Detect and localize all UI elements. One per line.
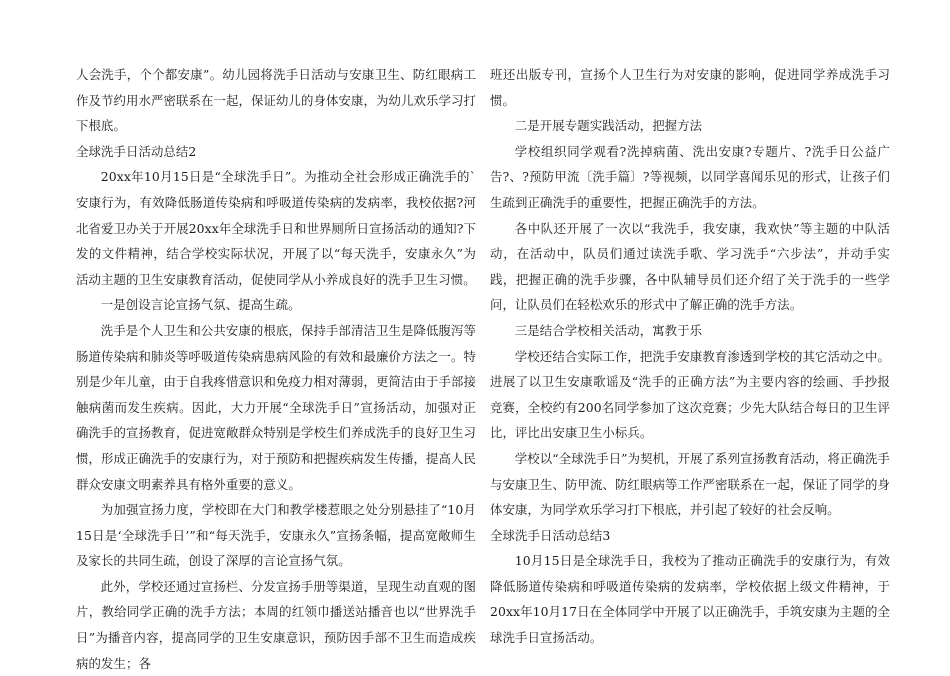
section-heading: 全球洗手日活动总结3 xyxy=(490,527,611,543)
paragraph: 为加强宣扬力度，学校即在大门和教学楼惹眼之处分别悬挂了“10月15日是‘全球洗手日’”和“每天洗手，安康永久”宣扬条幅，提高宽敞师生及家长的共同生疏，创设了深厚的言论宣扬气氛。 xyxy=(76,502,476,569)
subheading: 三是结合学校相关活动，寓教于乐 xyxy=(514,322,703,338)
section-heading: 全球洗手日活动总结2 xyxy=(76,143,197,159)
paragraph: 各中队还开展了一次以“我洗手，我安康，我欢快”等主题的中队活动，在活动中，队员们通过读洗手歌、学习洗手“六步法”，并动手实践，把握正确的洗手步骤，各中队辅导员们还介绍了关于洗手的一些学问，让队员们在轻松欢乐的形式中了解正确的洗手方法。 xyxy=(490,220,890,313)
subheading: 一是创设言论宣扬气氛、提高生疏。 xyxy=(100,297,301,313)
paragraph: 洗手是个人卫生和公共安康的根底，保持手部清洁卫生是降低腹泻等肠道传染病和肺炎等呼吸道传染病患病风险的有效和最廉价方法之一。特别是少年儿童，由于自我疼惜意识和免疫力相对薄弱，更简洁由于手部接触病菌而发生疾病。因此，大力开展“全球洗手日”宣扬活动，加强对正确洗手的宣扬教育，促进宽敞群众特别是学校生们养成洗手的良好卫生习惯，形成正确洗手的安康行为，对于预防和把握疾病发生传播，提高人民群众安康文明素养具有格外重要的意义。 xyxy=(76,322,476,492)
paragraph: 人会洗手，个个都安康”。幼儿园将洗手日活动与安康卫生、防红眼病工作及节约用水严密联系在一起，保证幼儿的身体安康，为幼儿欢乐学习打下根底。 xyxy=(76,67,476,134)
paragraph: 10月15日是全球洗手日，我校为了推动正确洗手的安康行为，有效降低肠道传染病和呼吸道传染病的发病率，学校依据上级文件精神，于20xx年10月17日在全体同学中开展了以正确洗手，手筑安康为主题的全球洗手日宣扬活动。 xyxy=(490,553,890,646)
right-column xyxy=(490,62,890,651)
paragraph: 学校还结合实际工作，把洗手安康教育渗透到学校的其它活动之中。进展了以卫生安康歌谣及“洗手的正确方法”为主要内容的绘画、手抄报竞赛，全校约有200名同学参加了这次竞赛；少先大队结合每日的卫生评比，评比出安康卫生小标兵。 xyxy=(490,348,890,441)
paragraph: 20xx年10月15日是“全球洗手日”。为推动全社会形成正确洗手的`安康行为，有效降低肠道传染病和呼吸道传染病的发病率，我校依据?河北省爱卫办关于开展20xx年全球洗手日和世界厕所日宣扬活动的通知?下发的文件精神，结合学校实际状况，开展了以“每天洗手，安康永久”为活动主题的卫生安康教育活动，促使同学从小养成良好的洗手卫生习惯。 xyxy=(76,169,476,287)
paragraph: 班还出版专刊，宣扬个人卫生行为对安康的影响，促进同学养成洗手习惯。 xyxy=(490,67,890,108)
left-column xyxy=(76,62,476,676)
paragraph: 学校组织同学观看?洗掉病菌、洗出安康?专题片、?洗手日公益广告?、?预防甲流〔洗手篇〕?等视频，以同学喜闻乐见的形式，让孩子们生疏到正确洗手的重要性，把握正确洗手的方法。 xyxy=(490,143,890,210)
paragraph: 学校以“全球洗手日”为契机，开展了系列宣扬教育活动，将正确洗手与安康卫生、防甲流、防红眼病等工作严密联系在一起，保证了同学的身体安康，为同学欢乐学习打下根底，并引起了较好的社会反响。 xyxy=(490,450,890,518)
subheading: 二是开展专题实践活动，把握方法 xyxy=(514,118,703,134)
paragraph: 此外，学校还通过宣扬栏、分发宣扬手册等渠道，呈现生动直观的图片，教给同学正确的洗手方法；本周的红领巾播送站播音也以“世界洗手日”为播音内容，提高同学的卫生安康意识，预防因手部不卫生而造成疾病的发生；各 xyxy=(76,578,476,671)
